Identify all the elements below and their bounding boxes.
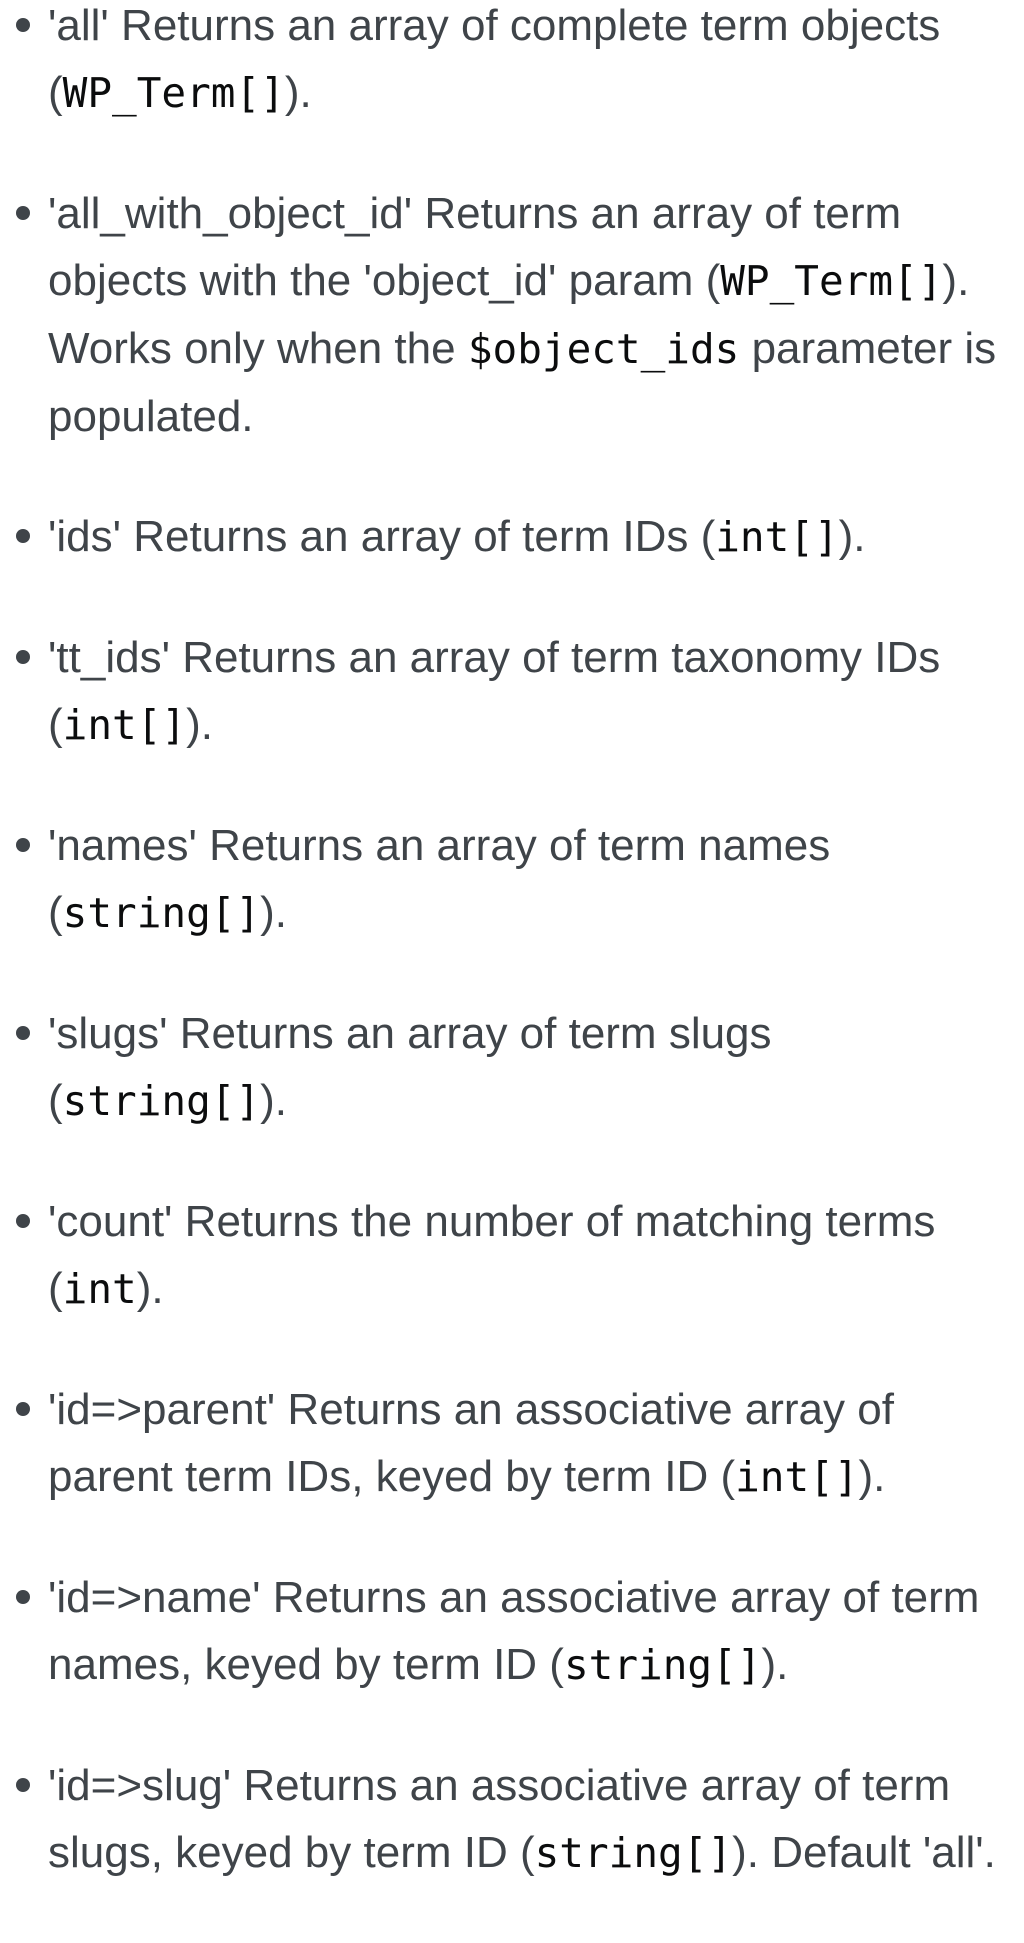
list-item-text: [48, 1, 940, 117]
text-segment: ). Default 'all'.: [732, 1828, 996, 1877]
list-item: [0, 0, 1008, 127]
list-item-text: [48, 1573, 979, 1689]
bullet-icon: [16, 529, 30, 543]
bullet-icon: [16, 18, 30, 32]
list-item: [0, 1188, 1008, 1323]
list-item-text: [48, 189, 996, 441]
list-item: [0, 503, 1008, 571]
text-segment: 'id=>name' Returns an associative array of term names, keyed by term ID (: [48, 1573, 980, 1689]
text-segment: 'names' Returns an array of term names (: [48, 821, 831, 937]
text-segment: 'tt_ids' Returns an array of term taxonomy IDs (: [48, 633, 941, 749]
bullet-icon: [16, 206, 30, 220]
inline-code: string[]: [534, 1829, 733, 1877]
text-segment: ).: [284, 68, 312, 117]
bullet-icon: [16, 1778, 30, 1792]
inline-code: int[]: [735, 1453, 859, 1501]
list-item: [0, 1564, 1008, 1699]
text-segment: ).: [858, 1452, 886, 1501]
inline-code: string[]: [62, 889, 261, 937]
inline-code: WP_Term[]: [720, 257, 943, 305]
list-item: [0, 1376, 1008, 1511]
bullet-icon: [16, 1026, 30, 1040]
bullet-icon: [16, 838, 30, 852]
text-segment: ).: [136, 1264, 164, 1313]
inline-code: string[]: [563, 1641, 762, 1689]
inline-code: string[]: [62, 1077, 261, 1125]
text-segment: ).: [260, 888, 288, 937]
text-segment: 'all_with_object_id' Returns an array of term objects with the 'object_id' param (: [48, 189, 902, 305]
list-item-text: [48, 1009, 772, 1125]
list-item: [0, 812, 1008, 947]
text-segment: 'id=>slug' Returns an associative array of term slugs, keyed by term ID (: [48, 1761, 951, 1877]
text-segment: parameter is populated.: [48, 324, 997, 441]
inline-code: WP_Term[]: [62, 69, 285, 117]
list-item: [0, 1000, 1008, 1135]
text-segment: ). Works only when the: [48, 256, 970, 373]
bullet-icon: [16, 650, 30, 664]
list-item-text: [48, 1761, 996, 1877]
text-segment: ).: [838, 512, 866, 561]
text-segment: ).: [260, 1076, 288, 1125]
inline-code: int[]: [715, 513, 839, 561]
text-segment: 'all' Returns an array of complete term objects (: [48, 1, 941, 117]
list-item-text: [48, 1197, 935, 1313]
text-segment: 'ids' Returns an array of term IDs (: [48, 512, 716, 561]
list-item-text: [48, 821, 830, 937]
text-segment: ).: [761, 1640, 789, 1689]
list-item: [0, 180, 1008, 450]
text-segment: 'count' Returns the number of matching terms (: [48, 1197, 936, 1313]
list-item: [0, 1752, 1008, 1887]
list-item-text: [48, 512, 866, 561]
inline-code: int: [62, 1265, 137, 1313]
text-segment: 'id=>parent' Returns an associative array of parent term IDs, keyed by term ID (: [48, 1385, 894, 1501]
bullet-icon: [16, 1590, 30, 1604]
bullet-icon: [16, 1402, 30, 1416]
list-item-text: [48, 1385, 894, 1501]
bullet-icon: [16, 1214, 30, 1228]
list-item: [0, 624, 1008, 759]
list-item-text: [48, 633, 940, 749]
text-segment: ).: [186, 700, 213, 749]
inline-code: $object_ids: [467, 325, 740, 373]
inline-code: int[]: [62, 701, 187, 749]
text-segment: 'slugs' Returns an array of term slugs (: [48, 1009, 772, 1125]
